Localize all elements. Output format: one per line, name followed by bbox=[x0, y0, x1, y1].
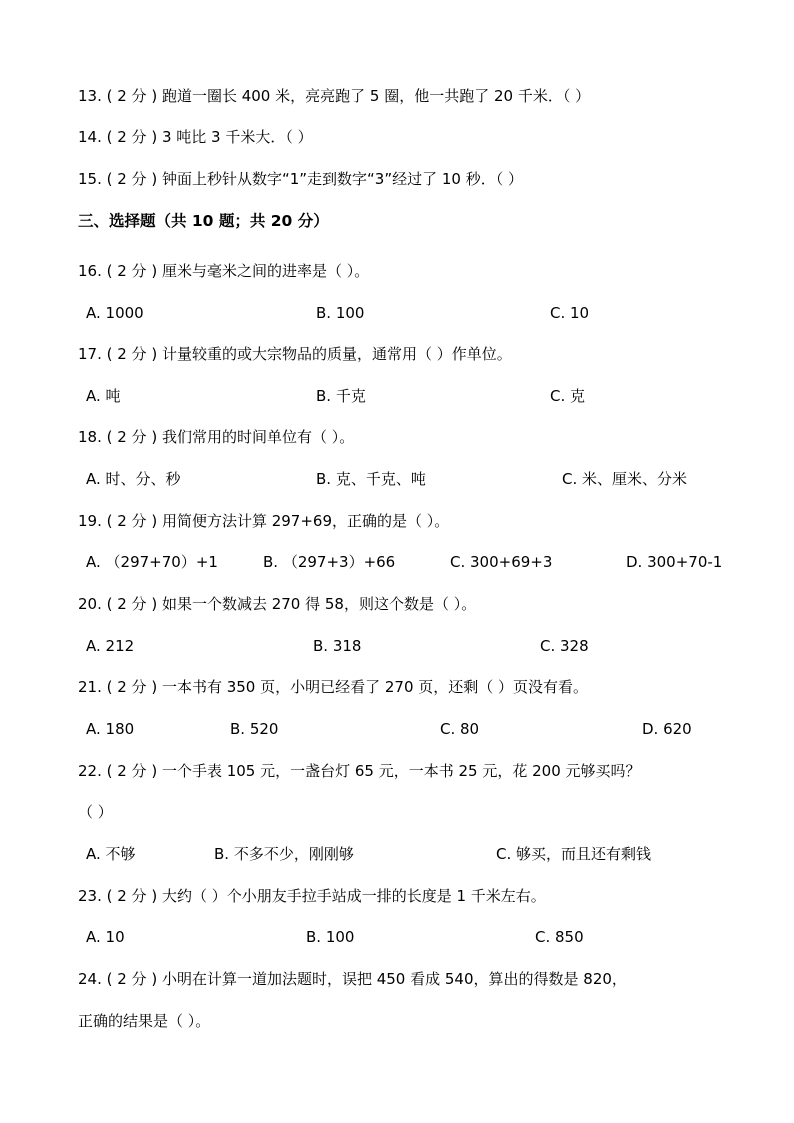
option-b: B. 千克 bbox=[316, 387, 366, 405]
question-24-line2: 正确的结果是（ ）。 bbox=[78, 1012, 211, 1030]
question-15: 15. ( 2 分 ) 钟面上秒针从数字“1”走到数字“3”经过了 10 秒．（ ） bbox=[78, 170, 524, 188]
option-b: B. 318 bbox=[313, 637, 362, 655]
option-d: D. 300+70-1 bbox=[626, 553, 723, 571]
question-21: 21. ( 2 分 ) 一本书有 350 页，小明已经看了 270 页，还剩（ ）页没有看。 bbox=[78, 678, 589, 696]
option-a: A. （297+70）+1 bbox=[86, 553, 218, 571]
option-b: B. 520 bbox=[230, 720, 279, 738]
option-c: C. 80 bbox=[440, 720, 480, 738]
option-b: B. （297+3）+66 bbox=[263, 553, 396, 571]
option-b: B. 克、千克、吨 bbox=[316, 470, 426, 488]
option-d: D. 620 bbox=[642, 720, 692, 738]
option-b: B. 100 bbox=[306, 928, 355, 946]
question-20: 20. ( 2 分 ) 如果一个数减去 270 得 58，则这个数是（ ）。 bbox=[78, 595, 477, 613]
option-a: A. 时、分、秒 bbox=[86, 470, 181, 488]
option-c: C. 328 bbox=[540, 637, 589, 655]
question-23: 23. ( 2 分 ) 大约（ ）个小朋友手拉手站成一排的长度是 1 千米左右。 bbox=[78, 887, 546, 905]
option-a: A. 1000 bbox=[86, 304, 144, 322]
question-22: 22. ( 2 分 ) 一个手表 105 元，一盏台灯 65 元，一本书 25 元，花 200 元够买吗？ bbox=[78, 762, 641, 780]
question-18: 18. ( 2 分 ) 我们常用的时间单位有（ ）。 bbox=[78, 428, 355, 446]
option-c: C. 300+69+3 bbox=[450, 553, 553, 571]
option-c: C. 850 bbox=[535, 928, 584, 946]
option-a: A. 吨 bbox=[86, 387, 121, 405]
question-17: 17. ( 2 分 ) 计量较重的或大宗物品的质量，通常用（ ）作单位。 bbox=[78, 345, 512, 363]
option-c: C. 米、厘米、分米 bbox=[562, 470, 688, 488]
question-16: 16. ( 2 分 ) 厘米与毫米之间的进率是（ ）。 bbox=[78, 262, 370, 280]
question-19: 19. ( 2 分 ) 用简便方法计算 297+69，正确的是（ ）。 bbox=[78, 512, 450, 530]
option-a: A. 212 bbox=[86, 637, 135, 655]
option-a: A. 180 bbox=[86, 720, 135, 738]
question-13: 13. ( 2 分 ) 跑道一圈长 400 米，亮亮跑了 5 圈，他一共跑了 20 千米．（ ） bbox=[78, 87, 591, 105]
option-b: B. 不多不少，刚刚够 bbox=[214, 845, 354, 863]
option-c: C. 克 bbox=[550, 387, 586, 405]
option-a: A. 不够 bbox=[86, 845, 136, 863]
question-14: 14. ( 2 分 ) 3 吨比 3 千米大．（ ） bbox=[78, 128, 313, 146]
question-22-answer: （ ） bbox=[78, 803, 113, 821]
option-c: C. 够买，而且还有剩钱 bbox=[496, 845, 652, 863]
question-24: 24. ( 2 分 ) 小明在计算一道加法题时，误把 450 看成 540，算出的得数是 820， bbox=[78, 970, 627, 988]
option-b: B. 100 bbox=[316, 304, 365, 322]
section-heading: 三、选择题（共 10 题；共 20 分） bbox=[78, 212, 329, 230]
option-c: C. 10 bbox=[550, 304, 590, 322]
option-a: A. 10 bbox=[86, 928, 125, 946]
